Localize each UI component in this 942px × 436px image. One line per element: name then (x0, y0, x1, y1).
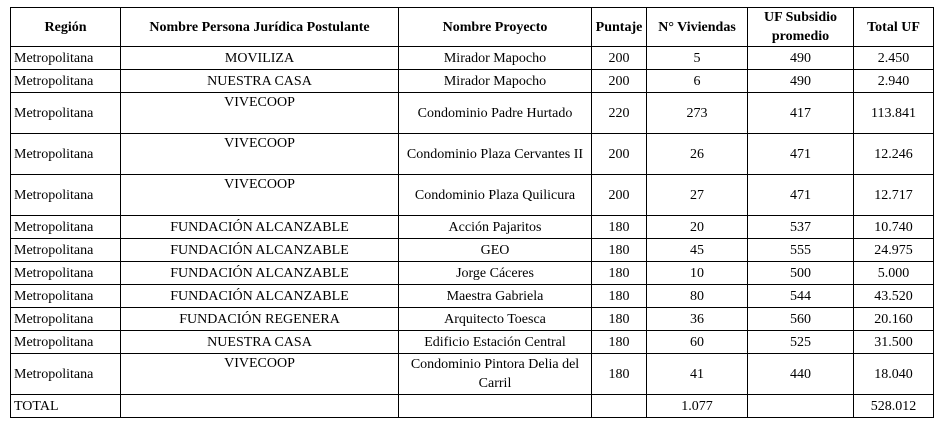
cell-viviendas: 27 (647, 175, 748, 216)
cell-proyecto: GEO (399, 239, 592, 262)
cell-total-uf: 31.500 (854, 331, 934, 354)
cell-uf-subsidio: 471 (748, 134, 854, 175)
cell-persona: MOVILIZA (121, 47, 399, 70)
header-total-uf: Total UF (854, 8, 934, 47)
cell-total-uf: 18.040 (854, 354, 934, 395)
cell-persona: VIVECOOP (121, 93, 399, 134)
cell-total-uf: 2.450 (854, 47, 934, 70)
cell-proyecto: Acción Pajaritos (399, 216, 592, 239)
total-empty-cell (121, 395, 399, 418)
header-nombre-proyecto: Nombre Proyecto (399, 8, 592, 47)
cell-viviendas: 60 (647, 331, 748, 354)
table-row (11, 331, 934, 354)
table-row (11, 239, 934, 262)
cell-region: Metropolitana (11, 216, 121, 239)
cell-puntaje: 220 (592, 93, 647, 134)
table-row (11, 175, 934, 216)
cell-region: Metropolitana (11, 175, 121, 216)
total-viviendas: 1.077 (647, 395, 748, 418)
cell-region: Metropolitana (11, 285, 121, 308)
cell-persona: FUNDACIÓN ALCANZABLE (121, 216, 399, 239)
cell-total-uf: 12.717 (854, 175, 934, 216)
cell-puntaje: 180 (592, 331, 647, 354)
cell-proyecto: Mirador Mapocho (399, 70, 592, 93)
cell-total-uf: 20.160 (854, 308, 934, 331)
cell-region: Metropolitana (11, 239, 121, 262)
total-row (11, 395, 934, 418)
cell-proyecto: Condominio Padre Hurtado (399, 93, 592, 134)
header-region: Región (11, 8, 121, 47)
table-row (11, 93, 934, 134)
cell-total-uf: 24.975 (854, 239, 934, 262)
cell-puntaje: 180 (592, 262, 647, 285)
cell-persona: FUNDACIÓN REGENERA (121, 308, 399, 331)
cell-puntaje: 180 (592, 308, 647, 331)
cell-viviendas: 273 (647, 93, 748, 134)
total-empty-cell (592, 395, 647, 418)
cell-total-uf: 10.740 (854, 216, 934, 239)
header-row (11, 8, 934, 47)
cell-proyecto: Arquitecto Toesca (399, 308, 592, 331)
cell-uf-subsidio: 490 (748, 70, 854, 93)
cell-puntaje: 180 (592, 216, 647, 239)
cell-proyecto: Condominio Pintora Delia del Carril (399, 354, 592, 395)
table-row (11, 262, 934, 285)
cell-puntaje: 180 (592, 354, 647, 395)
table-row (11, 308, 934, 331)
cell-uf-subsidio: 560 (748, 308, 854, 331)
header-viviendas: N° Viviendas (647, 8, 748, 47)
cell-viviendas: 36 (647, 308, 748, 331)
cell-uf-subsidio: 417 (748, 93, 854, 134)
cell-total-uf: 113.841 (854, 93, 934, 134)
table-row (11, 285, 934, 308)
header-puntaje: Puntaje (592, 8, 647, 47)
cell-proyecto: Edificio Estación Central (399, 331, 592, 354)
cell-region: Metropolitana (11, 354, 121, 395)
cell-puntaje: 200 (592, 47, 647, 70)
cell-viviendas: 5 (647, 47, 748, 70)
cell-uf-subsidio: 555 (748, 239, 854, 262)
table-row (11, 70, 934, 93)
cell-uf-subsidio: 537 (748, 216, 854, 239)
cell-region: Metropolitana (11, 93, 121, 134)
table-row (11, 134, 934, 175)
cell-region: Metropolitana (11, 262, 121, 285)
cell-uf-subsidio: 471 (748, 175, 854, 216)
total-empty-cell (399, 395, 592, 418)
cell-proyecto: Jorge Cáceres (399, 262, 592, 285)
cell-puntaje: 200 (592, 175, 647, 216)
cell-viviendas: 41 (647, 354, 748, 395)
cell-puntaje: 180 (592, 239, 647, 262)
cell-proyecto: Mirador Mapocho (399, 47, 592, 70)
cell-total-uf: 5.000 (854, 262, 934, 285)
header-persona-juridica: Nombre Persona Jurídica Postulante (121, 8, 399, 47)
cell-region: Metropolitana (11, 308, 121, 331)
cell-puntaje: 180 (592, 285, 647, 308)
cell-region: Metropolitana (11, 134, 121, 175)
cell-uf-subsidio: 490 (748, 47, 854, 70)
table-row (11, 354, 934, 395)
table-row (11, 216, 934, 239)
cell-persona: VIVECOOP (121, 175, 399, 216)
cell-uf-subsidio: 440 (748, 354, 854, 395)
cell-uf-subsidio: 544 (748, 285, 854, 308)
cell-proyecto: Maestra Gabriela (399, 285, 592, 308)
cell-persona: FUNDACIÓN ALCANZABLE (121, 285, 399, 308)
cell-viviendas: 45 (647, 239, 748, 262)
header-uf-subsidio: UF Subsidio promedio (748, 8, 854, 47)
cell-persona: FUNDACIÓN ALCANZABLE (121, 262, 399, 285)
cell-persona: FUNDACIÓN ALCANZABLE (121, 239, 399, 262)
cell-region: Metropolitana (11, 70, 121, 93)
cell-proyecto: Condominio Plaza Quilicura (399, 175, 592, 216)
cell-puntaje: 200 (592, 70, 647, 93)
cell-viviendas: 20 (647, 216, 748, 239)
cell-proyecto: Condominio Plaza Cervantes II (399, 134, 592, 175)
cell-viviendas: 6 (647, 70, 748, 93)
cell-viviendas: 10 (647, 262, 748, 285)
cell-total-uf: 43.520 (854, 285, 934, 308)
table-row (11, 47, 934, 70)
cell-persona: NUESTRA CASA (121, 70, 399, 93)
cell-viviendas: 80 (647, 285, 748, 308)
cell-persona: NUESTRA CASA (121, 331, 399, 354)
cell-total-uf: 2.940 (854, 70, 934, 93)
cell-persona: VIVECOOP (121, 134, 399, 175)
cell-uf-subsidio: 525 (748, 331, 854, 354)
cell-puntaje: 200 (592, 134, 647, 175)
cell-region: Metropolitana (11, 331, 121, 354)
cell-persona: VIVECOOP (121, 354, 399, 395)
cell-total-uf: 12.246 (854, 134, 934, 175)
total-uf: 528.012 (854, 395, 934, 418)
total-empty-cell (748, 395, 854, 418)
cell-uf-subsidio: 500 (748, 262, 854, 285)
projects-table (10, 7, 934, 418)
total-label: TOTAL (11, 395, 121, 418)
cell-region: Metropolitana (11, 47, 121, 70)
cell-viviendas: 26 (647, 134, 748, 175)
